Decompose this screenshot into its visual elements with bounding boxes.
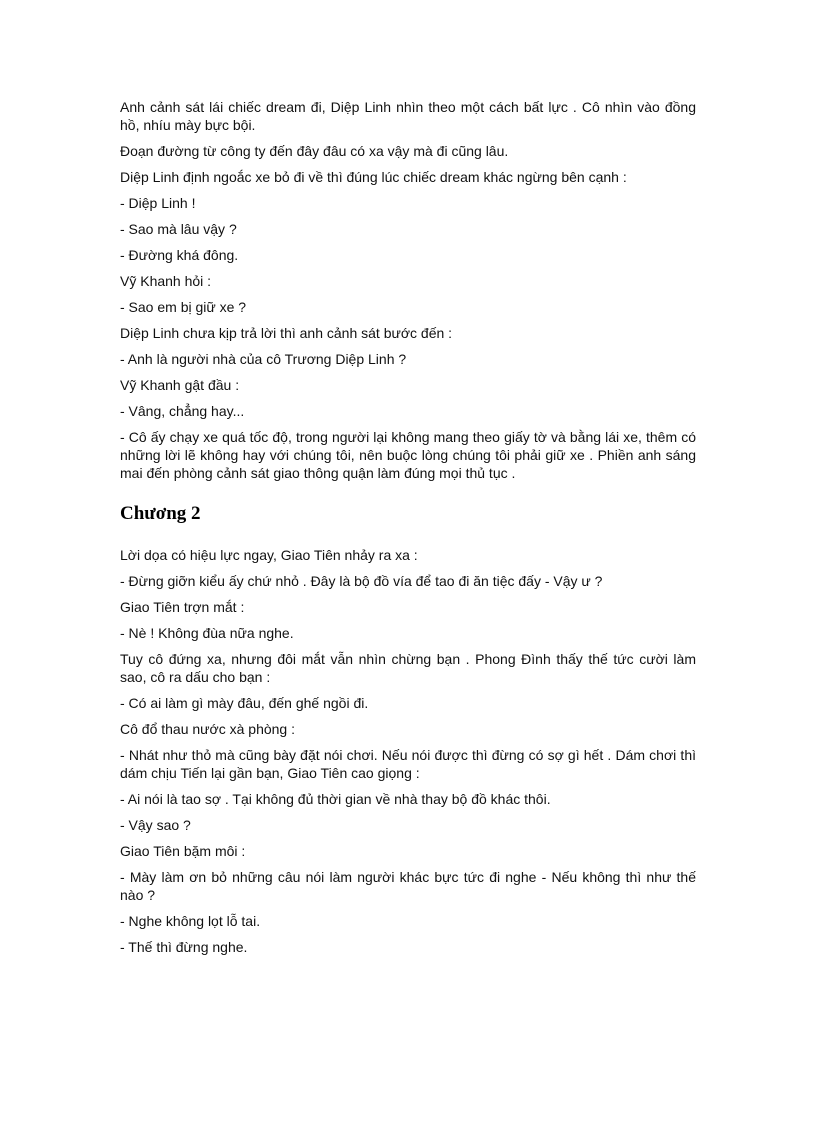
paragraph: Anh cảnh sát lái chiếc dream đi, Diệp Linh nhìn theo một cách bất lực . Cô nhìn vào đồng hồ, nhíu mày bực bội. <box>120 99 696 133</box>
dialogue-line: - Sao em bị giữ xe ? <box>120 299 247 315</box>
section-1 <box>120 98 696 482</box>
paragraph: Vỹ Khanh gật đầu : <box>120 377 240 393</box>
document-page <box>120 98 696 964</box>
dialogue-line: - Vậy sao ? <box>120 817 191 833</box>
paragraph: Cô đổ thau nước xà phòng : <box>120 721 295 737</box>
dialogue-line: - Đường khá đông. <box>120 247 239 263</box>
paragraph: Đoạn đường từ công ty đến đây đâu có xa vậy mà đi cũng lâu. <box>120 143 509 159</box>
dialogue-line: - Cô ấy chạy xe quá tốc độ, trong người lại không mang theo giấy tờ và bằng lái xe, thêm có những lời lẽ không hay với chúng tôi, nên buộc lòng chúng tôi phải giữ xe . Phiền anh sáng mai đến phòng cảnh sát giao thông quận làm đúng mọi thủ tục . <box>120 429 696 481</box>
chapter-heading: Chương 2 <box>120 503 201 524</box>
dialogue-line: - Anh là người nhà của cô Trương Diệp Linh ? <box>120 351 407 367</box>
dialogue-line: - Nè ! Không đùa nữa nghe. <box>120 625 294 641</box>
dialogue-line: - Có ai làm gì mày đâu, đến ghế ngồi đi. <box>120 695 369 711</box>
paragraph: Vỹ Khanh hỏi : <box>120 273 212 289</box>
paragraph: Diệp Linh chưa kịp trả lời thì anh cảnh sát bước đến : <box>120 325 453 341</box>
chapter-2-body <box>120 546 696 956</box>
dialogue-line: - Vâng, chẳng hay... <box>120 403 245 419</box>
dialogue-line: - Diệp Linh ! <box>120 195 196 211</box>
dialogue-line: - Thế thì đừng nghe. <box>120 939 248 955</box>
paragraph: Giao Tiên trợn mắt : <box>120 599 245 615</box>
paragraph: Tuy cô đứng xa, nhưng đôi mắt vẫn nhìn chừng bạn . Phong Đình thấy thế tức cười làm sao, cô ra dấu cho bạn : <box>120 651 696 685</box>
dialogue-line: - Nghe không lọt lỗ tai. <box>120 913 261 929</box>
dialogue-line: - Ai nói là tao sợ . Tại không đủ thời gian về nhà thay bộ đồ khác thôi. <box>120 791 551 807</box>
dialogue-line: - Đừng giỡn kiểu ấy chứ nhỏ . Đây là bộ đồ vía để tao đi ăn tiệc đấy - Vậy ư ? <box>120 573 603 589</box>
dialogue-line: - Mày làm ơn bỏ những câu nói làm người khác bực tức đi nghe - Nếu không thì như thế nào ? <box>120 869 696 903</box>
dialogue-line: - Sao mà lâu vậy ? <box>120 221 237 237</box>
paragraph: Diệp Linh định ngoắc xe bỏ đi về thì đúng lúc chiếc dream khác ngừng bên cạnh : <box>120 169 627 185</box>
paragraph: Giao Tiên bặm môi : <box>120 843 246 859</box>
paragraph: Lời dọa có hiệu lực ngay, Giao Tiên nhảy ra xa : <box>120 547 418 563</box>
dialogue-line: - Nhát như thỏ mà cũng bày đặt nói chơi. Nếu nói được thì đừng có sợ gì hết . Dám chơi thì dám chịu Tiến lại gần bạn, Giao Tiên cao giọng : <box>120 747 696 781</box>
